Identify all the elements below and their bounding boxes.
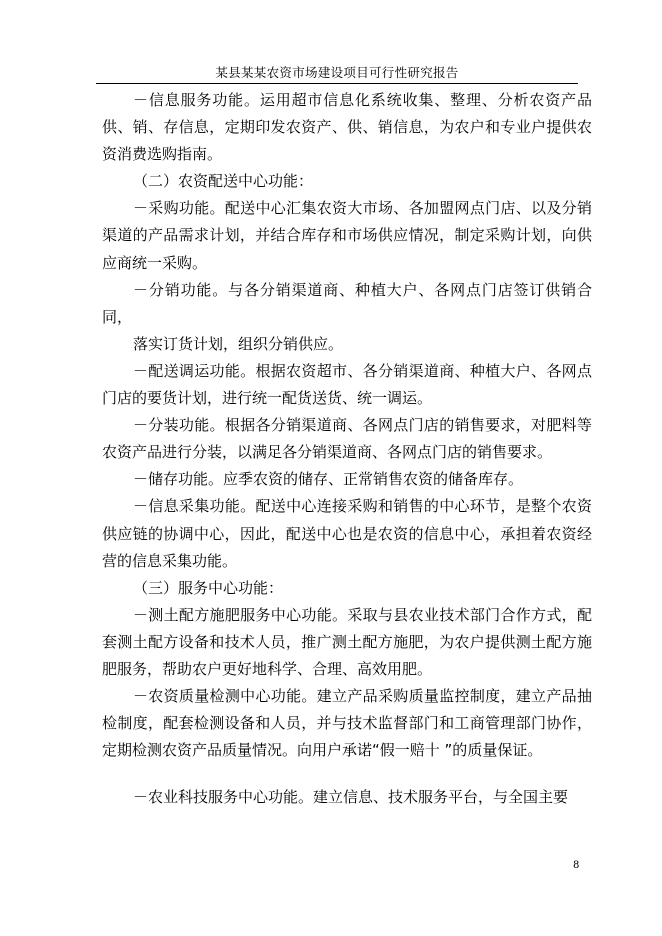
- paragraph-packaging: －分装功能。根据各分销渠道商、各网点门店的销售要求，对肥料等农资产品进行分装，以满足各分销渠道商、各网点门店的销售要求。: [102, 416, 592, 462]
- paragraph-soil-testing: －测土配方施肥服务中心功能。采取与县农业技术部门合作方式，配套测土配方设备和技术人员，推广测土配方施肥，为农户提供测土配方施肥服务，帮助农户更好地科学、合理、高效用肥。: [102, 605, 592, 678]
- paragraph-agri-tech-service: －农业科技服务中心功能。建立信息、技术服务平台，与全国主要: [133, 788, 569, 807]
- paragraph-procurement: －采购功能。配送中心汇集农资大市场、各加盟网点门店、以及分销渠道的产品需求计划，并结合库存和市场供应情况，制定采购计划，向供应商统一采购。: [102, 199, 592, 272]
- paragraph-quality-testing: －农资质量检测中心功能。建立产品采购质量监控制度，建立产品抽检制度，配套检测设备和人员，并与技术监督部门和工商管理部门协作，定期检测农资产品质量情况。向用户承诺“假一赔十 ”的质量保证。: [102, 687, 592, 760]
- paragraph-storage: －储存功能。应季农资的储存、正常销售农资的储备库存。: [133, 470, 524, 489]
- page-number: 8: [573, 860, 580, 871]
- header-divider: [96, 83, 578, 84]
- paragraph-info-service: －信息服务功能。运用超市信息化系统收集、整理、分析农资产品供、销、存信息，定期印发农资产、供、销信息，为农户和专业户提供农资消费选购指南。: [102, 91, 592, 164]
- document-header-title: 某县某某农资市场建设项目可行性研究报告: [215, 65, 459, 80]
- section-heading-service-center: （三）服务中心功能：: [133, 578, 284, 597]
- document-body: [102, 87, 592, 811]
- paragraph-distribution: －分销功能。与各分销渠道商、种植大户、各网点门店签订供销合同，: [102, 280, 592, 326]
- section-heading-distribution-center: （二）农资配送中心功能：: [133, 172, 314, 191]
- paragraph-info-collection: －信息采集功能。配送中心连接采购和销售的中心环节，是整个农资供应链的协调中心，因此，配送中心也是农资的信息中心，承担着农资经营的信息采集功能。: [102, 497, 592, 570]
- paragraph-order-plan: 落实订货计划，组织分销供应。: [133, 334, 344, 353]
- paragraph-dispatch: －配送调运功能。根据农资超市、各分销渠道商、种植大户、各网点门店的要货计划，进行统一配货送货、统一调运。: [102, 361, 592, 408]
